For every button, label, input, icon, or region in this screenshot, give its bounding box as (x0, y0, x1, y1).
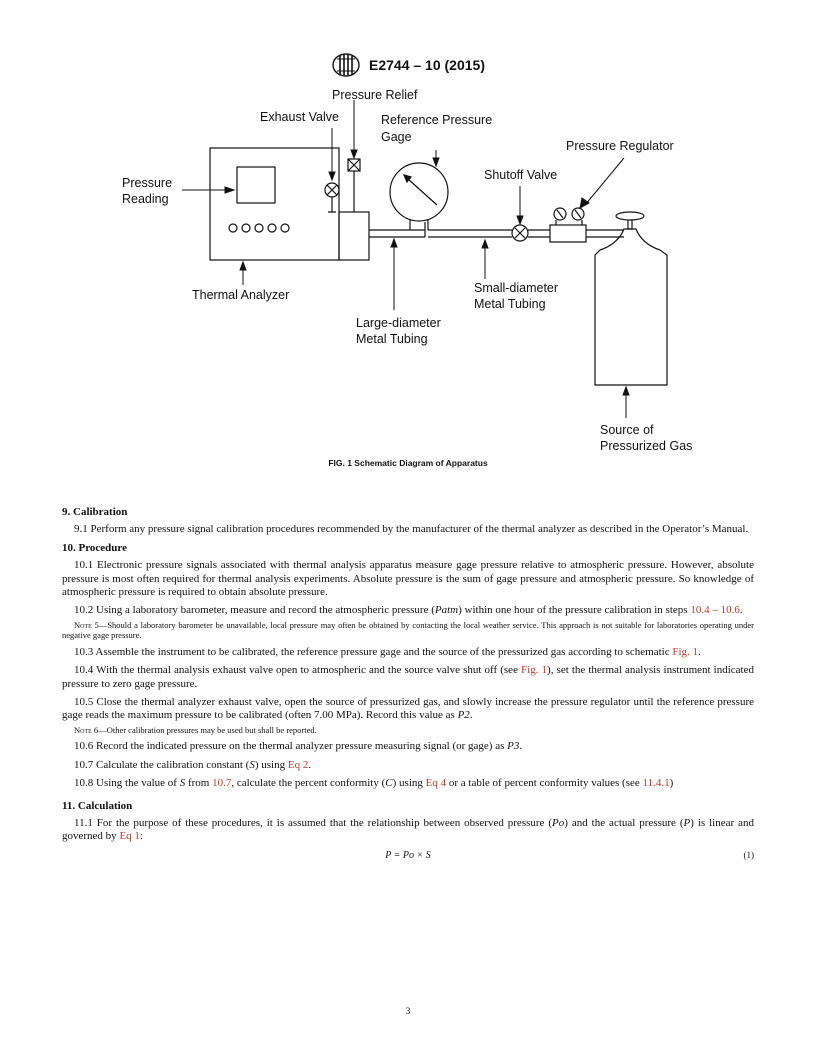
document-designation: E2744 – 10 (2015) (369, 57, 485, 73)
label-gas-source-line1: Source of (600, 423, 654, 437)
paragraph-10-4: 10.4 With the thermal analysis exhaust valve open to atmospheric and the source valve shut off (see Fig. 1), set the thermal analysis instrument indicated pressure to zero gage pressure. (62, 664, 754, 690)
label-large-tubing-line1: Large-diameter (356, 316, 441, 330)
paragraph-10-7: 10.7 Calculate the calibration constant (S) using Eq 2. (74, 758, 312, 771)
link-eq-2[interactable]: Eq 2 (287, 758, 309, 771)
label-large-tubing-line2: Metal Tubing (356, 332, 428, 346)
paragraph-10-3: 10.3 Assemble the instrument to be calibrated, the reference pressure gage and the source of the pressurized gas according to schematic Fig. 1. (74, 645, 701, 658)
apparatus-schematic (0, 80, 816, 460)
label-pressure-reading-line2: Reading (122, 192, 169, 206)
label-exhaust-valve: Exhaust Valve (260, 110, 339, 124)
paragraph-11-1: 11.1 For the purpose of these procedures, it is assumed that the relationship between observed pressure (Po) and the actual pressure (P) is linear and governed by Eq 1: (62, 817, 754, 843)
label-small-tubing-line1: Small-diameter (474, 281, 559, 295)
paragraph-10-6: 10.6 Record the indicated pressure on the thermal analyzer pressure measuring signal (or gage) as P3. (74, 740, 523, 753)
figure-caption: FIG. 1 Schematic Diagram of Apparatus (328, 458, 488, 468)
label-reference-gage-line2: Gage (381, 130, 412, 144)
note-5: Note 5—Should a laboratory barometer be unavailable, local pressure may often be obtained by contacting the local weather service. This approach is not suitable for laboratories operating under negative gage pressure. (62, 619, 754, 641)
link-fig-1[interactable]: Fig. 1 (521, 664, 548, 677)
link-fig-1[interactable]: Fig. 1 (672, 645, 699, 658)
link-eq-1[interactable]: Eq 1 (119, 830, 140, 843)
label-pressure-relief: Pressure Relief (332, 88, 418, 102)
label-shutoff-valve: Shutoff Valve (484, 168, 558, 182)
pressure-display (237, 167, 275, 203)
equation-1-number: (1) (743, 849, 754, 860)
label-thermal-analyzer: Thermal Analyzer (192, 288, 290, 302)
paragraph-10-5: 10.5 Close the thermal analyzer exhaust valve, open the source of pressurized gas, and slowly increase the pressure regulator until the reference pressure gage reads the maximum pressure to be calibrated (often 7.00 MPa). Record this value as P2. (62, 696, 754, 722)
paragraph-10-1: 10.1 Electronic pressure signals associated with thermal analysis apparatus measure gage pressure relative to atmospheric pressure. However, absolute pressure is most often required for thermal analysis experiments. Absolute pressure is the sum of gage pressure and atmospheric pressure. So knowledge of atmospheric pressure is required to obtain absolute pressure. (62, 559, 754, 599)
link-steps-10-4-10-6[interactable]: 10.4 – 10.6 (690, 604, 740, 617)
astm-logo-icon (331, 52, 361, 78)
thermal-analyzer-box (210, 148, 339, 260)
equation-1 (62, 849, 754, 867)
gas-cylinder (595, 229, 667, 385)
document-body (62, 506, 754, 867)
reference-pressure-gage (390, 163, 448, 221)
equation-1-expression: P = Po × S (385, 849, 431, 861)
page-number: 3 (405, 1007, 411, 1017)
link-section-11-4-1[interactable]: 11.4.1 (642, 777, 670, 790)
paragraph-10-8: 10.8 Using the value of S from 10.7, calculate the percent conformity (C) using Eq 4 or a table of percent conformity values (see 11.4.1) (74, 777, 674, 790)
label-gas-source-line2: Pressurized Gas (600, 439, 693, 453)
paragraph-10-2: 10.2 Using a laboratory barometer, measure and record the atmospheric pressure (Patm) within one hour of the pressure calibration in steps 10.4 – 10.6. (74, 604, 743, 617)
label-reference-gage-line1: Reference Pressure (381, 113, 493, 127)
link-eq-4[interactable]: Eq 4 (425, 777, 447, 790)
paragraph-9-1: 9.1 Perform any pressure signal calibration procedures recommended by the manufacturer of the thermal analyzer as described in the Operator’s Manual. (74, 523, 749, 536)
pressure-regulator-symbol (550, 225, 586, 242)
section-heading-procedure: 10. Procedure (62, 541, 127, 554)
section-heading-calculation: 11. Calculation (62, 799, 133, 812)
page-header (0, 52, 816, 78)
label-pressure-regulator: Pressure Regulator (566, 139, 674, 153)
section-heading-calibration: 9. Calibration (62, 506, 128, 518)
link-section-10-7[interactable]: 10.7 (212, 777, 232, 790)
label-small-tubing-line2: Metal Tubing (474, 297, 546, 311)
label-pressure-reading-line1: Pressure (122, 176, 173, 190)
note-6: Note 6—Other calibration pressures may be used but shall be reported. (74, 724, 317, 735)
